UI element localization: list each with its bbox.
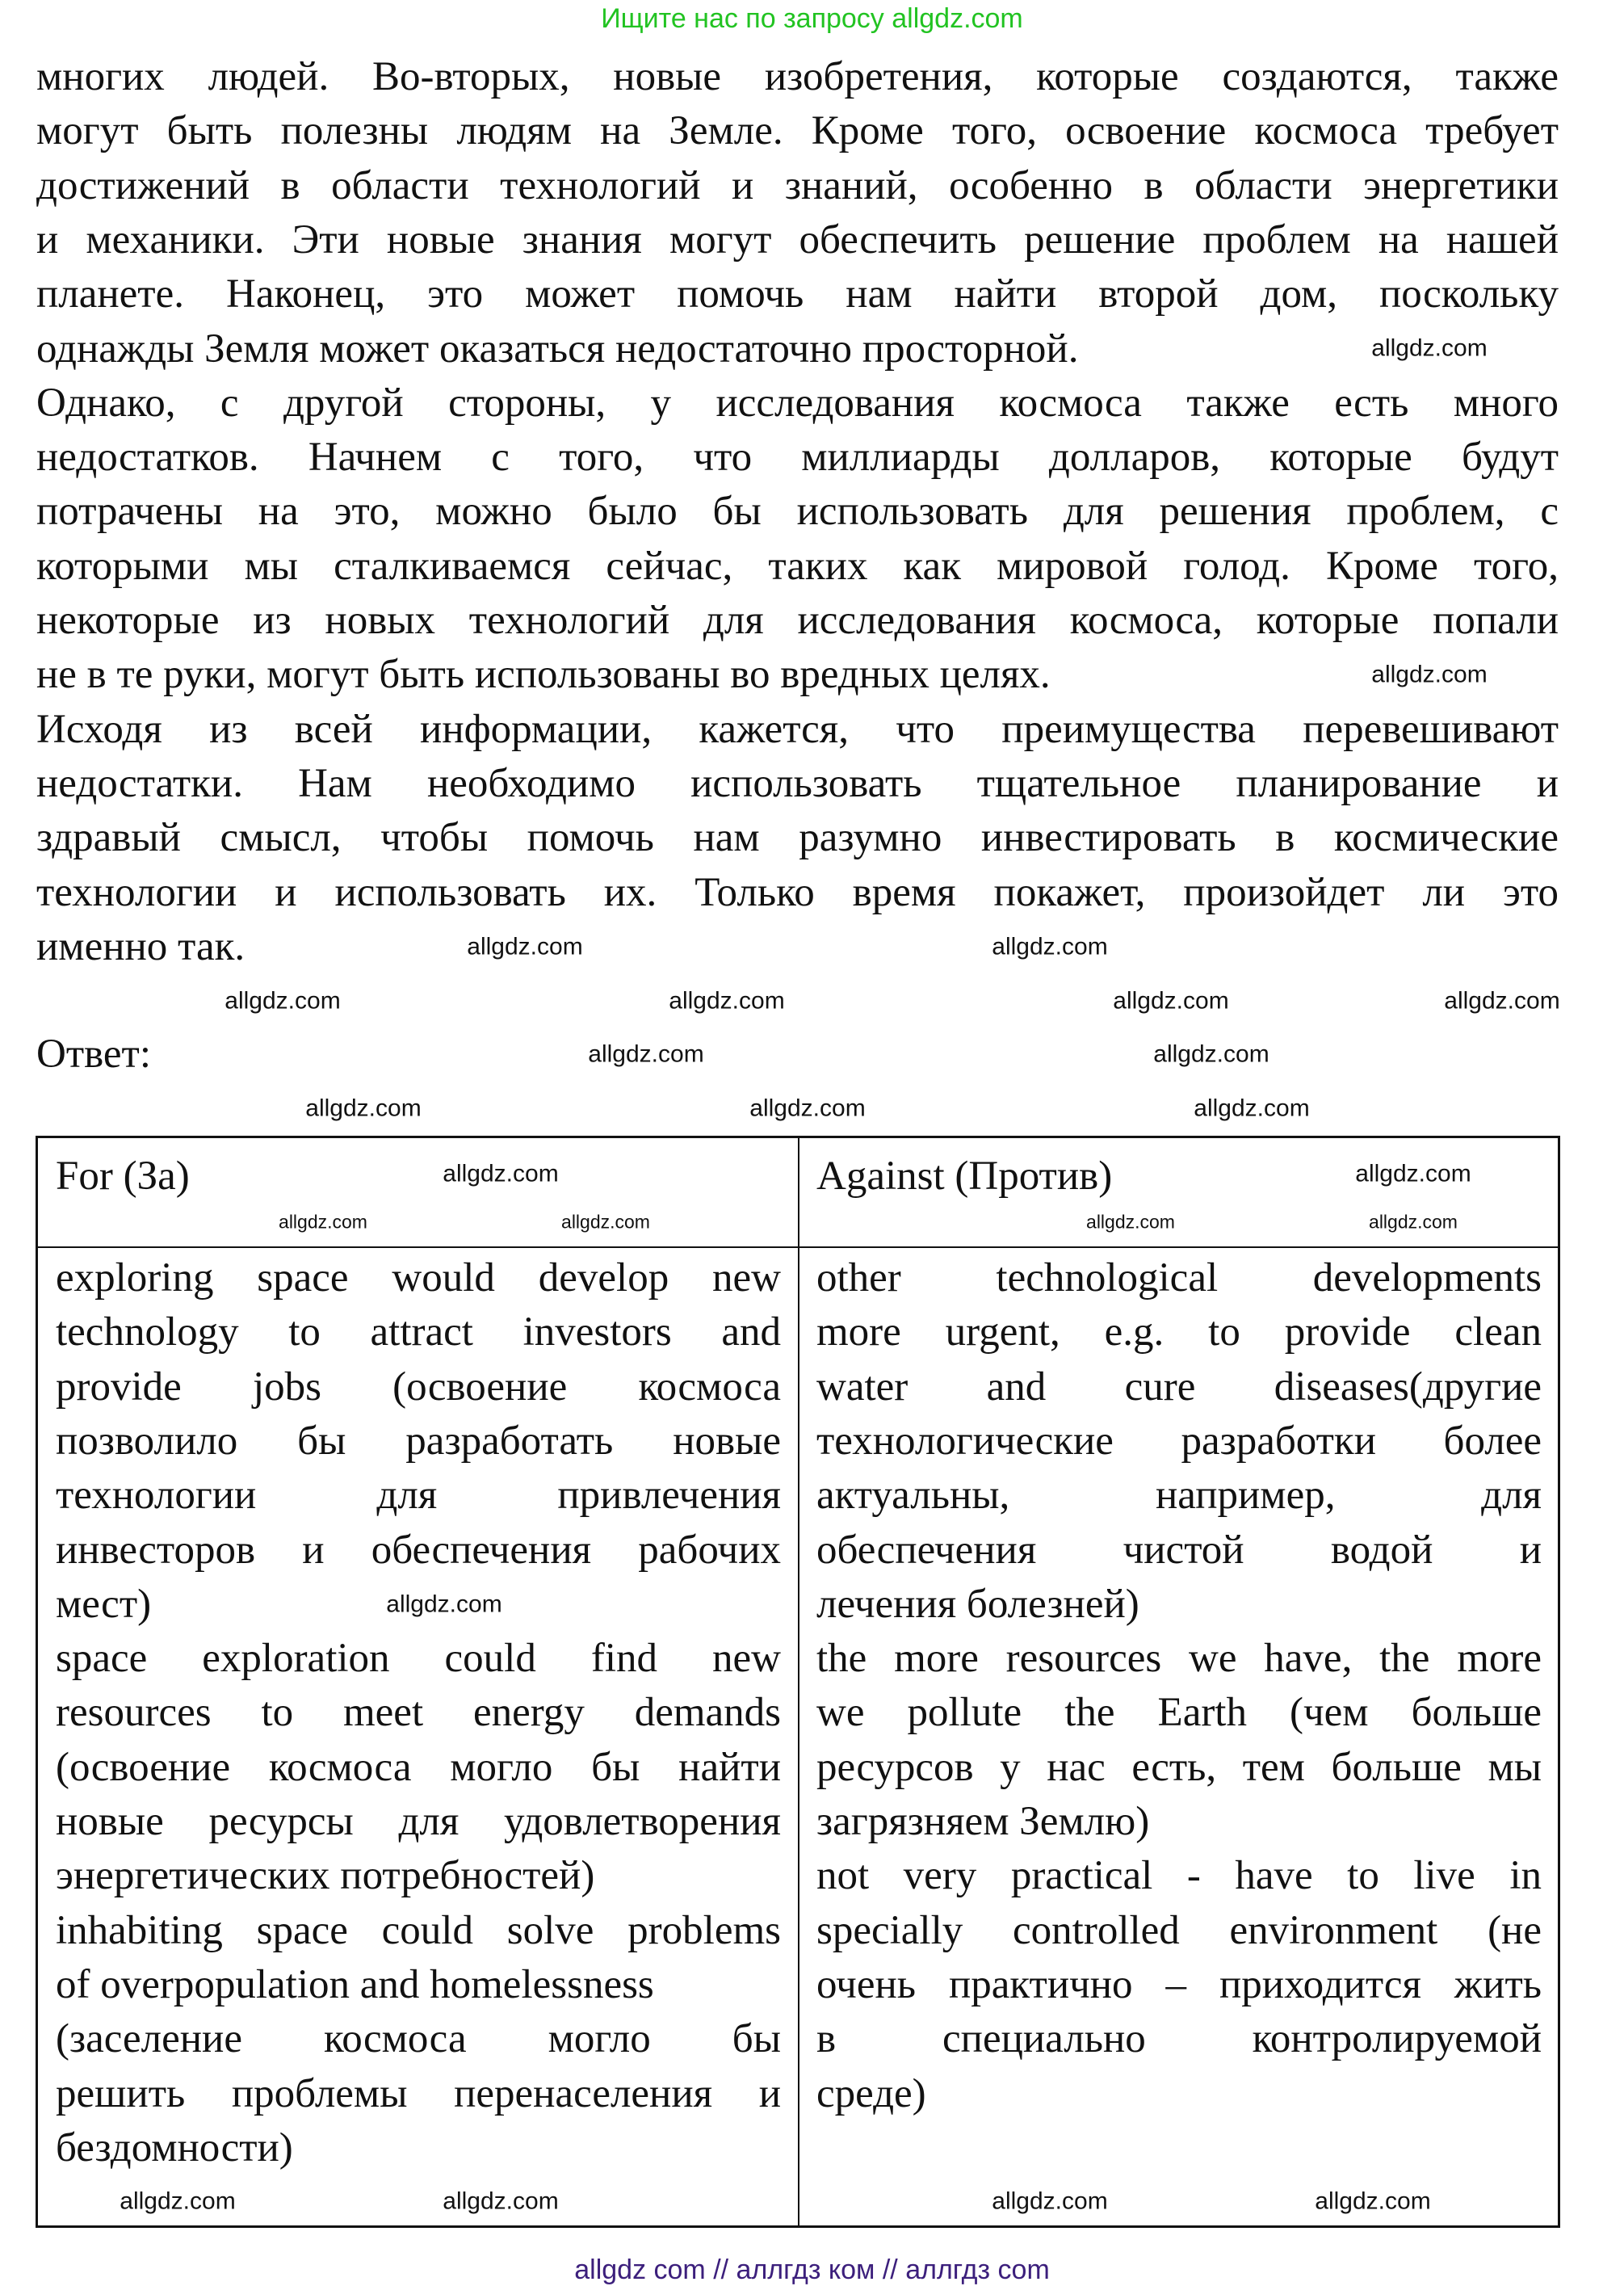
for-against-table <box>36 1136 1560 2228</box>
watermark: allgdz.com <box>120 2187 236 2215</box>
for-line: of overpopulation and homelessness <box>56 1961 654 2007</box>
watermark: allgdz.com <box>1371 334 1488 362</box>
for-line: exploring space would develop new <box>56 1255 781 1301</box>
watermark: allgdz.com <box>1355 1160 1471 1187</box>
watermark: allgdz.com <box>588 1040 704 1068</box>
header-divider <box>38 1246 1558 1248</box>
watermark: allgdz.com <box>749 1095 866 1122</box>
watermark: allgdz.com <box>1371 661 1488 688</box>
for-line: решить проблемы перенаселения и <box>56 2070 781 2116</box>
for-line: (освоение космоса могло бы найти <box>56 1744 781 1790</box>
against-line: not very practical - have to live in <box>816 1853 1542 1899</box>
against-line: water and cure diseases(другие <box>816 1364 1542 1410</box>
header-for: For (За) <box>56 1154 190 1199</box>
for-line: resources to meet energy demands <box>56 1690 781 1736</box>
for-line: space exploration could find new <box>56 1636 781 1682</box>
watermark: allgdz.com <box>561 1211 650 1233</box>
text-line: потрачены на это, можно было бы использовать для решения проблем, с <box>36 489 1559 535</box>
text-line: могут быть полезны людям на Земле. Кроме того, освоение космоса требует <box>36 108 1559 154</box>
watermark: allgdz.com <box>225 987 341 1015</box>
column-divider <box>798 1138 799 2225</box>
for-line: provide jobs (освоение космоса <box>56 1364 781 1410</box>
against-line: more urgent, e.g. to provide clean <box>816 1309 1542 1355</box>
watermark: allgdz.com <box>1369 1211 1458 1233</box>
text-line: Исходя из всей информации, кажется, что преимущества перевешивают <box>36 706 1559 752</box>
against-line: we pollute the Earth (чем больше <box>816 1690 1542 1736</box>
watermark: allgdz.com <box>467 933 583 960</box>
against-line: актуальны, например, для <box>816 1473 1542 1519</box>
watermark: allgdz.com <box>1113 987 1229 1015</box>
text-line: именно так. <box>36 923 245 969</box>
watermark: allgdz.com <box>386 1591 502 1618</box>
watermark: allgdz.com <box>669 987 785 1015</box>
watermark: allgdz.com <box>305 1095 422 1122</box>
text-line: и механики. Эти новые знания могут обеспечить решение проблем на нашей <box>36 216 1559 263</box>
text-line: недостатки. Нам необходимо использовать тщательное планирование и <box>36 760 1559 806</box>
text-line: здравый смысл, чтобы помочь нам разумно инвестировать в космические <box>36 815 1559 861</box>
text-line: однажды Земля может оказаться недостаточно просторной. <box>36 326 1079 372</box>
against-line: обеспечения чистой водой и <box>816 1527 1542 1573</box>
watermark: allgdz.com <box>992 2187 1108 2215</box>
for-line: инвесторов и обеспечения рабочих <box>56 1527 781 1573</box>
watermark: allgdz.com <box>443 2187 559 2215</box>
text-line: некоторые из новых технологий для исследования космоса, которые попали <box>36 598 1559 643</box>
against-line: среде) <box>816 2070 926 2116</box>
answer-label: Ответ: <box>36 1032 151 1077</box>
against-line: технологические разработки более <box>816 1418 1542 1464</box>
against-line: очень практично – приходится жить <box>816 1961 1542 2007</box>
text-line: которыми мы сталкиваемся сейчас, таких как мировой голод. Кроме того, <box>36 543 1559 589</box>
against-line: в специально контролируемой <box>816 2016 1542 2062</box>
text-line: технологии и использовать их. Только время покажет, произойдет ли это <box>36 869 1559 915</box>
against-line: the more resources we have, the more <box>816 1636 1542 1682</box>
text-line: Однако, с другой стороны, у исследования космоса также есть много <box>36 380 1559 426</box>
watermark: allgdz.com <box>1444 987 1560 1015</box>
watermark: allgdz.com <box>1153 1040 1269 1068</box>
watermark: allgdz.com <box>992 933 1108 960</box>
against-line: лечения болезней) <box>816 1581 1139 1627</box>
text-line: не в те руки, могут быть использованы во вредных целях. <box>36 652 1051 698</box>
text-line: многих людей. Во-вторых, новые изобретения, которые создаются, также <box>36 54 1559 99</box>
for-line: новые ресурсы для удовлетворения <box>56 1799 781 1844</box>
watermark: allgdz.com <box>279 1211 367 1233</box>
top-banner: Ищите нас по запросу allgdz.com <box>601 3 1023 34</box>
for-line: (заселение космоса могло бы <box>56 2016 781 2062</box>
for-line: inhabiting space could solve problems <box>56 1907 781 1953</box>
for-line: технологии для привлечения <box>56 1473 781 1519</box>
watermark: allgdz.com <box>443 1160 559 1187</box>
text-line: недостатков. Начнем с того, что миллиарды долларов, которые будут <box>36 435 1559 481</box>
against-line: загрязняем Землю) <box>816 1799 1150 1844</box>
against-line: ресурсов у нас есть, тем больше мы <box>816 1744 1542 1790</box>
for-line: бездомности) <box>56 2124 293 2170</box>
for-line: позволило бы разработать новые <box>56 1418 781 1464</box>
watermark: allgdz.com <box>1086 1211 1175 1233</box>
for-line: technology to attract investors and <box>56 1309 781 1355</box>
text-line: достижений в области технологий и знаний, особенно в области энергетики <box>36 162 1559 208</box>
header-against: Against (Против) <box>816 1154 1113 1199</box>
watermark: allgdz.com <box>1315 2187 1431 2215</box>
against-line: specially controlled environment (не <box>816 1907 1542 1953</box>
against-line: other technological developments <box>816 1255 1542 1301</box>
for-line: энергетических потребностей) <box>56 1853 595 1899</box>
for-line: мест) <box>56 1581 152 1627</box>
watermark: allgdz.com <box>1194 1095 1310 1122</box>
bottom-banner: allgdz com // аллгдз ком // аллгдз com <box>574 2254 1050 2285</box>
text-line: планете. Наконец, это может помочь нам найти второй дом, поскольку <box>36 271 1559 317</box>
